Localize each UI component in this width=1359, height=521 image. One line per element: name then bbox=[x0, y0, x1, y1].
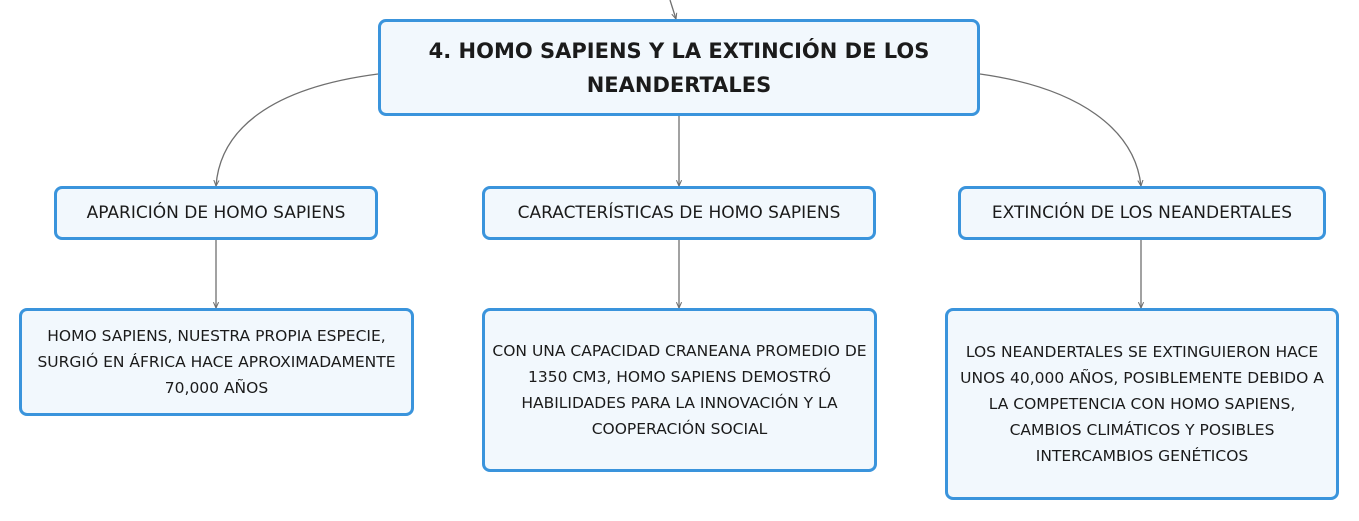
root-node-label: 4. HOMO SAPIENS Y LA EXTINCIÓN DE LOS NEANDERTALES bbox=[428, 38, 930, 97]
connector-root-topic-1 bbox=[216, 74, 378, 186]
detail-node-aparicion[interactable] bbox=[19, 308, 414, 416]
detail-node-text: CON UNA CAPACIDAD CRANEANA PROMEDIO DE 1350 CM3, HOMO SAPIENS DEMOSTRÓ HABILIDADES PARA LA INNOVACIÓN Y LA COOPERACIÓN SOCIAL bbox=[492, 342, 867, 438]
detail-node-caracteristicas[interactable] bbox=[482, 308, 877, 472]
topic-node-aparicion[interactable] bbox=[54, 186, 378, 240]
detail-node-extincion[interactable] bbox=[945, 308, 1339, 500]
topic-node-caracteristicas[interactable] bbox=[482, 186, 876, 240]
topic-node-label: APARICIÓN DE HOMO SAPIENS bbox=[86, 203, 346, 223]
parent-connector bbox=[670, 0, 676, 19]
connector-root-topic-3 bbox=[980, 74, 1141, 186]
detail-node-text: LOS NEANDERTALES SE EXTINGUIERON HACE UNOS 40,000 AÑOS, POSIBLEMENTE DEBIDO A LA COMPETENCIA CON HOMO SAPIENS, CAMBIOS CLIMÁTICOS Y POSIBLES INTERCAMBIOS GENÉTICOS bbox=[960, 343, 1324, 465]
topic-node-label: CARACTERÍSTICAS DE HOMO SAPIENS bbox=[517, 203, 841, 223]
topic-node-label: EXTINCIÓN DE LOS NEANDERTALES bbox=[991, 203, 1293, 223]
detail-node-text: HOMO SAPIENS, NUESTRA PROPIA ESPECIE, SURGIÓ EN ÁFRICA HACE APROXIMADAMENTE 70,000 AÑOS bbox=[37, 327, 396, 397]
topic-node-extincion[interactable] bbox=[958, 186, 1326, 240]
root-node[interactable] bbox=[378, 19, 980, 116]
